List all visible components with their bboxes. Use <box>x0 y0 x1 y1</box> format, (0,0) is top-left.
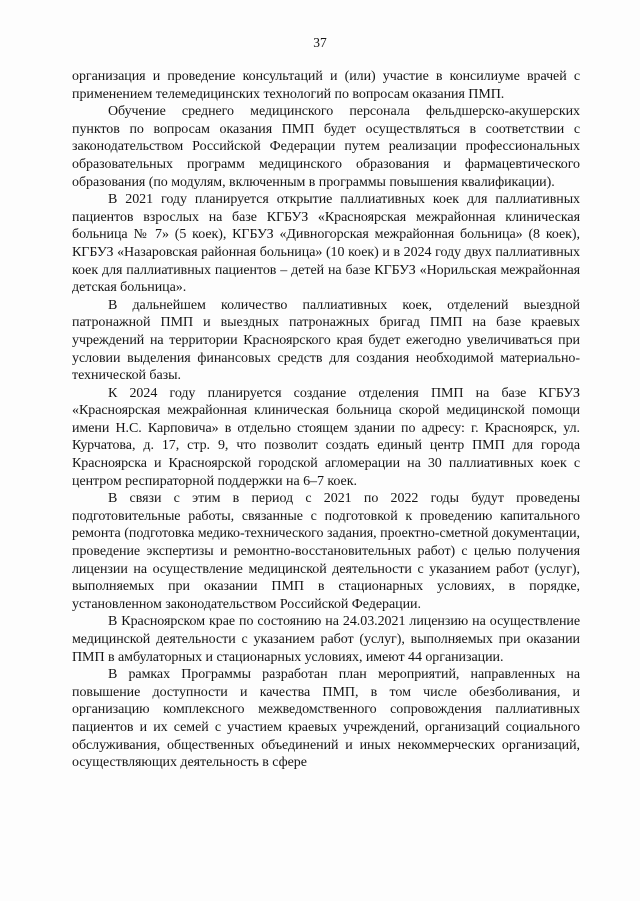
paragraph-licenses: В Красноярском крае по состоянию на 24.03.2021 лицензию на осуществление медицинской деятельности с указанием работ (услуг), выполняемых при оказании ПМП в амбулаторных и стационарных условиях, имеют 44 организации. <box>72 614 580 665</box>
paragraph-nurse-training: Обучение среднего медицинского персонала фельдшерско-акушерских пунктов по вопросам оказания ПМП будет осуществляться в соответствии с законодательством Российской Федерации путем реализации профессиональных образовательных программ медицинского образования и фармацевтического образования (по модулям, включенным в программы повышения квалификации). <box>72 104 580 190</box>
paragraph-department-2024: К 2024 году планируется создание отделения ПМП на базе КГБУЗ «Красноярская межрайонная клиническая больница скорой медицинской помощи имени Н.С. Карповича» в отдельно стоящем здании по адресу: г. Красноярск, ул. Курчатова, д. 17, стр. 9, что позволит создать единый центр ПМП для города Красноярска и Красноярской городской агломерации на 30 паллиативных коек с центром респираторной поддержки на 6–7 коек. <box>72 385 580 489</box>
paragraph-preparatory-works: В связи с этим в период с 2021 по 2022 годы будут проведены подготовительные работы, связанные с подготовкой к проведению капитального ремонта (подготовка медико-технического задания, проектно-сметной документации, проведение экспертизы и ремонтно-восстановительных работ) с целью получения лицензии на осуществление медицинской деятельности с указанием работ (услуг), выполняемых при оказании ПМП в стационарных условиях, в порядке, установленном законодательством Российской Федерации. <box>72 491 580 612</box>
page-number: 37 <box>313 35 327 50</box>
paragraph-continuation: организация и проведение консультаций и (или) участие в консилиуме врачей с применением телемедицинских технологий по вопросам оказания ПМП. <box>72 69 580 102</box>
paragraph-expansion: В дальнейшем количество паллиативных коек, отделений выездной патронажной ПМП и выездных патронажных бригад ПМП на базе краевых учреждений на территории Красноярского края будет ежегодно увеличиваться при условии выделения финансовых средств для создания необходимой материально-технической базы. <box>72 297 580 384</box>
paragraph-beds-2021: В 2021 году планируется открытие паллиативных коек для паллиативных пациентов взрослых на базе КГБУЗ «Красноярская межрайонная клиническая больница № 7» (5 коек), КГБУЗ «Дивногорская межрайонная больница» (8 коек), КГБУЗ «Назаровская районная больница» (10 коек) и в 2024 году двух паллиативных коек для паллиативных пациентов – детей на базе КГБУЗ «Норильская межрайонная детская больница». <box>72 192 580 296</box>
page-body <box>72 68 580 772</box>
paragraph-action-plan: В рамках Программы разработан план мероприятий, направленных на повышение доступности и качества ПМП, в том числе обезболивания, и организацию комплексного межведомственного сопровождения паллиативных пациентов и их семей с участием краевых учреждений, организаций социального обслуживания, общественных объединений и иных некоммерческих организаций, осуществляющих деятельность в сфере <box>72 667 580 771</box>
